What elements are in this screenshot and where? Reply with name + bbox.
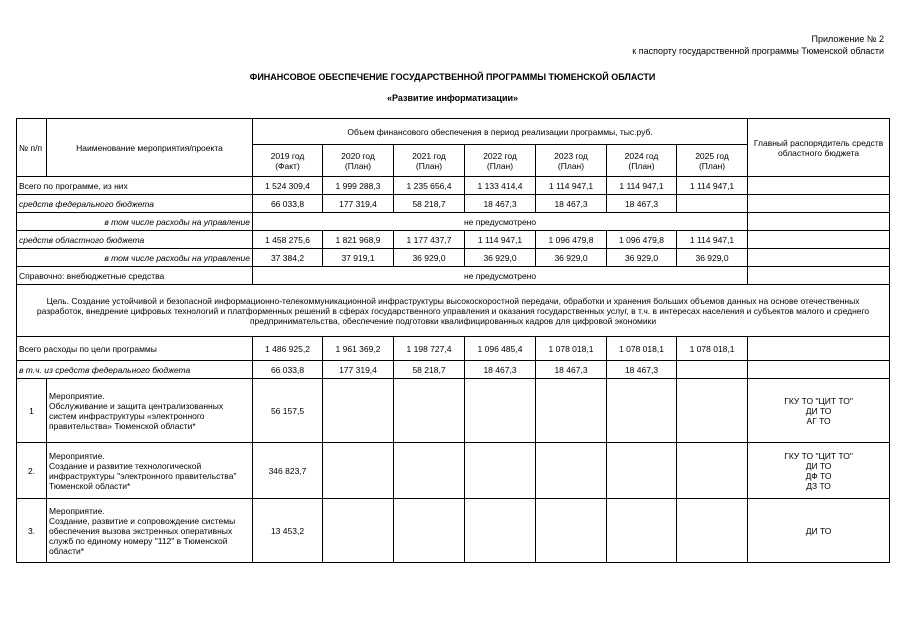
row-label: в том числе расходы на управление bbox=[17, 213, 253, 231]
cell-empty bbox=[748, 337, 890, 361]
cell-value: 1 114 947,1 bbox=[677, 231, 748, 249]
measure-name: Мероприятие. Создание, развитие и сопровождение системы обеспечения вызова экстренных оперативных служб по единому номеру "112" в Тюменской области* bbox=[47, 499, 253, 563]
cell-empty bbox=[465, 379, 536, 443]
cell-empty bbox=[748, 177, 890, 195]
cell-value: 1 114 947,1 bbox=[465, 231, 536, 249]
header-name: Наименование мероприятия/проекта bbox=[47, 119, 253, 177]
cell-value: 1 114 947,1 bbox=[536, 177, 607, 195]
cell-empty bbox=[323, 499, 394, 563]
row-label: Всего расходы по цели программы bbox=[17, 337, 253, 361]
cell-value: 1 524 309,4 bbox=[253, 177, 323, 195]
cell-empty bbox=[536, 443, 607, 499]
cell-empty bbox=[607, 499, 677, 563]
cell-value: 37 919,1 bbox=[323, 249, 394, 267]
year-header: 2020 год (План) bbox=[323, 145, 394, 177]
year-header: 2019 год (Факт) bbox=[253, 145, 323, 177]
cell-empty bbox=[394, 379, 465, 443]
cell-value: 58 218,7 bbox=[394, 361, 465, 379]
measure-row bbox=[17, 443, 890, 499]
cell-value: 1 486 925,2 bbox=[253, 337, 323, 361]
cell-empty bbox=[536, 499, 607, 563]
cell-value: 66 033,8 bbox=[253, 195, 323, 213]
cell-empty bbox=[748, 231, 890, 249]
goal-row bbox=[17, 285, 890, 337]
appendix-note bbox=[632, 33, 884, 57]
table-row bbox=[17, 195, 890, 213]
cell-value: 56 157,5 bbox=[253, 379, 323, 443]
cell-value: 36 929,0 bbox=[607, 249, 677, 267]
cell-value: 18 467,3 bbox=[607, 195, 677, 213]
cell-empty bbox=[465, 499, 536, 563]
year-header: 2025 год (План) bbox=[677, 145, 748, 177]
year-header: 2021 год (План) bbox=[394, 145, 465, 177]
cell-value: 177 319,4 bbox=[323, 361, 394, 379]
measure-name: Мероприятие. Создание и развитие технологической инфраструктуры "электронного правительства" Тюменской области* bbox=[47, 443, 253, 499]
cell-value: 177 319,4 bbox=[323, 195, 394, 213]
row-label: в т.ч. из средств федерального бюджета bbox=[17, 361, 253, 379]
cell-value: 1 096 485,4 bbox=[465, 337, 536, 361]
measure-managers: ГКУ ТО "ЦИТ ТО" ДИ ТО АГ ТО bbox=[748, 379, 890, 443]
cell-empty bbox=[677, 499, 748, 563]
table-row bbox=[17, 249, 890, 267]
cell-value: 36 929,0 bbox=[677, 249, 748, 267]
cell-empty bbox=[677, 443, 748, 499]
table-row bbox=[17, 213, 890, 231]
cell-value: 18 467,3 bbox=[465, 195, 536, 213]
cell-value: 1 458 275,6 bbox=[253, 231, 323, 249]
cell-empty bbox=[323, 443, 394, 499]
table-row bbox=[17, 337, 890, 361]
cell-empty bbox=[607, 443, 677, 499]
cell-value: 18 467,3 bbox=[607, 361, 677, 379]
year-header: 2022 год (План) bbox=[465, 145, 536, 177]
cell-value: 36 929,0 bbox=[394, 249, 465, 267]
table-row bbox=[17, 177, 890, 195]
cell-value: 1 096 479,8 bbox=[607, 231, 677, 249]
measure-managers: ДИ ТО bbox=[748, 499, 890, 563]
cell-empty bbox=[394, 443, 465, 499]
cell-empty bbox=[677, 379, 748, 443]
measure-managers: ГКУ ТО "ЦИТ ТО" ДИ ТО ДФ ТО ДЗ ТО bbox=[748, 443, 890, 499]
cell-value: 1 235 656,4 bbox=[394, 177, 465, 195]
cell-value: 13 453,2 bbox=[253, 499, 323, 563]
cell-value bbox=[677, 195, 748, 213]
cell-empty bbox=[536, 379, 607, 443]
cell-value: 1 198 727,4 bbox=[394, 337, 465, 361]
cell-value: 37 384,2 bbox=[253, 249, 323, 267]
cell-value: 36 929,0 bbox=[536, 249, 607, 267]
measure-num: 1 bbox=[17, 379, 47, 443]
cell-value: 1 078 018,1 bbox=[677, 337, 748, 361]
cell-value: 66 033,8 bbox=[253, 361, 323, 379]
cell-empty bbox=[748, 267, 890, 285]
cell-value: 18 467,3 bbox=[536, 361, 607, 379]
cell-value: 1 961 369,2 bbox=[323, 337, 394, 361]
row-label: Справочно: внебюджетные средства bbox=[17, 267, 253, 285]
cell-empty bbox=[748, 195, 890, 213]
cell-value: 18 467,3 bbox=[536, 195, 607, 213]
header-volume: Объем финансового обеспечения в период реализации программы, тыс.руб. bbox=[253, 119, 748, 145]
measure-num: 3. bbox=[17, 499, 47, 563]
cell-value: 1 133 414,4 bbox=[465, 177, 536, 195]
cell-empty bbox=[607, 379, 677, 443]
cell-value: 1 096 479,8 bbox=[536, 231, 607, 249]
cell-value: 1 821 968,9 bbox=[323, 231, 394, 249]
cell-value: 36 929,0 bbox=[465, 249, 536, 267]
appendix-line-2: к паспорту государственной программы Тюменской области bbox=[632, 46, 884, 56]
row-label: Всего по программе, из них bbox=[17, 177, 253, 195]
cell-value: 1 177 437,7 bbox=[394, 231, 465, 249]
header-num: № п/п bbox=[17, 119, 47, 177]
measure-name: Мероприятие. Обслуживание и защита централизованных систем инфраструктуры «электронного правительства» Тюменской области* bbox=[47, 379, 253, 443]
document-title: ФИНАНСОВОЕ ОБЕСПЕЧЕНИЕ ГОСУДАРСТВЕННОЙ ПРОГРАММЫ ТЮМЕНСКОЙ ОБЛАСТИ bbox=[249, 72, 656, 82]
cell-empty bbox=[465, 443, 536, 499]
cell-value: 1 999 288,3 bbox=[323, 177, 394, 195]
measure-row bbox=[17, 379, 890, 443]
cell-value: 1 114 947,1 bbox=[607, 177, 677, 195]
appendix-line-1: Приложение № 2 bbox=[811, 34, 884, 44]
table-row bbox=[17, 361, 890, 379]
cell-value: 346 823,7 bbox=[253, 443, 323, 499]
cell-empty bbox=[748, 361, 890, 379]
cell-value: 1 078 018,1 bbox=[607, 337, 677, 361]
cell-merged: не предусмотрено bbox=[253, 267, 748, 285]
row-label: средств федерального бюджета bbox=[17, 195, 253, 213]
table-row bbox=[17, 231, 890, 249]
cell-empty bbox=[394, 499, 465, 563]
cell-value: 58 218,7 bbox=[394, 195, 465, 213]
row-label: средств областного бюджета bbox=[17, 231, 253, 249]
cell-merged: не предусмотрено bbox=[253, 213, 748, 231]
financing-table bbox=[16, 118, 890, 563]
year-header: 2024 год (План) bbox=[607, 145, 677, 177]
measure-row bbox=[17, 499, 890, 563]
cell-empty bbox=[748, 213, 890, 231]
cell-empty bbox=[748, 249, 890, 267]
measure-num: 2. bbox=[17, 443, 47, 499]
cell-empty bbox=[323, 379, 394, 443]
header-manager: Главный распорядитель средств областного бюджета bbox=[748, 119, 890, 177]
cell-value: 1 114 947,1 bbox=[677, 177, 748, 195]
cell-value bbox=[677, 361, 748, 379]
year-header: 2023 год (План) bbox=[536, 145, 607, 177]
goal-text: Цель. Создание устойчивой и безопасной информационно-телекоммуникационной инфраструктуры высокоскоростной передачи, обработки и хранения больших объемов данных на основе отечественных разработок, внедрение цифровых технологий и платформенных решений в сферах государственного управления и оказания государственных услуг, в т.ч. в интересах населения и субъектов малого и среднего предпринимательства, обеспечение подготовки квалифицированных кадров для цифровой экономики bbox=[17, 285, 890, 337]
table-row bbox=[17, 267, 890, 285]
document-subtitle: «Развитие информатизации» bbox=[386, 93, 519, 103]
row-label: в том числе расходы на управление bbox=[17, 249, 253, 267]
cell-value: 1 078 018,1 bbox=[536, 337, 607, 361]
cell-value: 18 467,3 bbox=[465, 361, 536, 379]
